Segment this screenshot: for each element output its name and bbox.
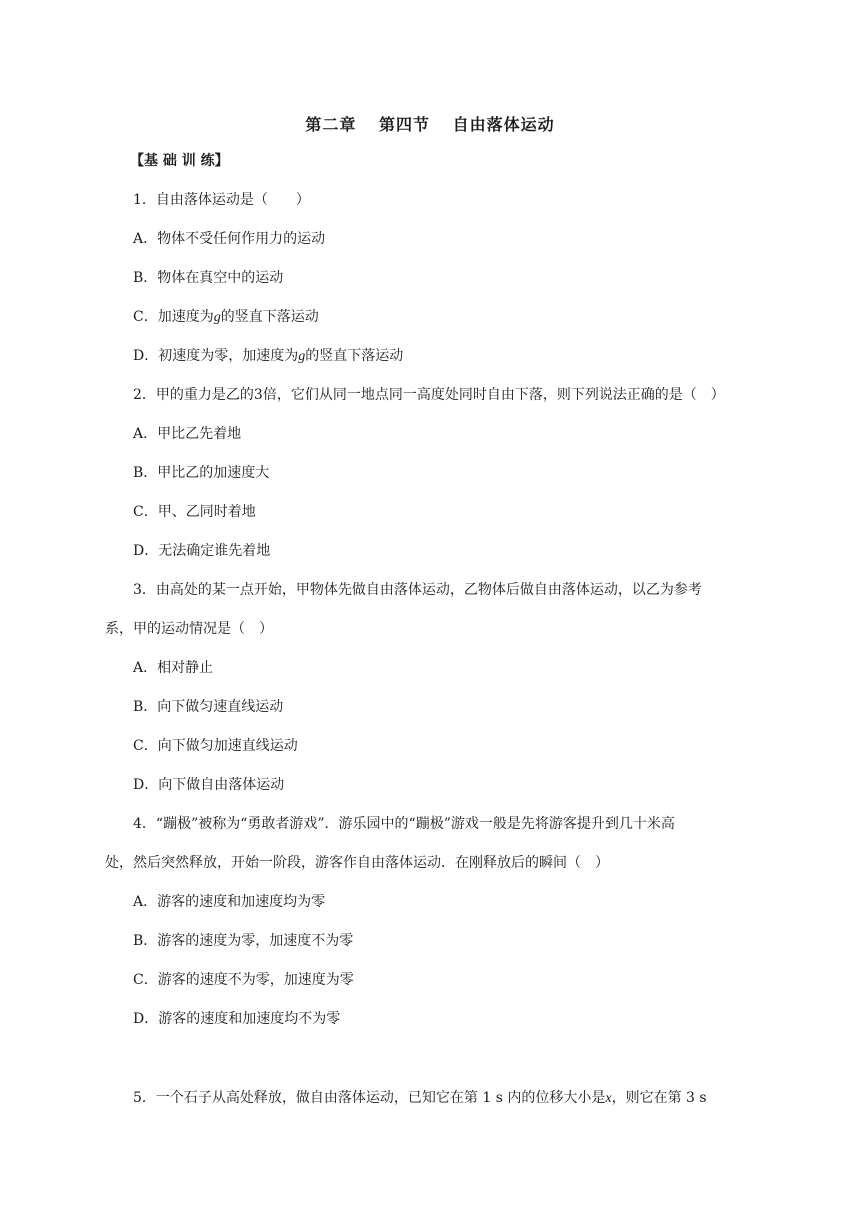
q3-option-d: D．向下做自由落体运动 [133, 777, 285, 793]
q2-option-d: D．无法确定谁先着地 [133, 543, 271, 559]
question-1: 1．自由落体运动是（ ） [133, 192, 310, 208]
q5-text-post: ，则它在第 3 s [611, 1090, 707, 1106]
q2-option-b: B．甲比乙的加速度大 [133, 465, 270, 481]
q5-variable: x [605, 1091, 612, 1106]
q2-option-c: C．甲、乙同时着地 [133, 504, 256, 520]
q1c-text-post: 的竖直下落运动 [220, 309, 319, 325]
question-4-line-2: 处，然后突然释放，开始一阶段，游客作自由落体运动．在刚释放后的瞬间（ ） [105, 855, 609, 871]
question-4-line-1: 4．“蹦极”被称为“勇敢者游戏”．游乐园中的“蹦极”游戏一般是先将游客提升到几十米高 [133, 816, 675, 832]
question-2: 2．甲的重力是乙的3倍，它们从同一地点同一高度处同时自由下落，则下列说法正确的是（ ） [133, 387, 725, 403]
q3-option-a: A．相对静止 [133, 660, 214, 676]
q1d-variable: g [298, 349, 306, 364]
q4-option-a: A．游客的速度和加速度均为零 [133, 894, 326, 910]
q3-option-c: C．向下做匀加速直线运动 [133, 738, 298, 754]
q5-text-pre: 5．一个石子从高处释放，做自由落体运动，已知它在第 1 s 内的位移大小是 [133, 1090, 606, 1106]
q2-option-a: A．甲比乙先着地 [133, 426, 242, 442]
q1c-text-pre: C．加速度为 [133, 309, 214, 325]
title-name: 自由落体运动 [452, 115, 555, 134]
q3-option-b: B．向下做匀速直线运动 [133, 699, 284, 715]
title-chapter: 第二章 [305, 115, 357, 134]
section-label: 【基 础 训 练】 [130, 153, 229, 169]
q1-option-c [133, 307, 319, 328]
q1c-variable: g [213, 310, 221, 325]
question-3-line-2: 系，甲的运动情况是（ ） [105, 621, 273, 637]
q4-option-b: B．游客的速度为零，加速度不为零 [133, 933, 354, 949]
page-title [0, 112, 860, 135]
q1d-text-post: 的竖直下落运动 [305, 348, 404, 364]
title-section: 第四节 [378, 115, 430, 134]
q1-option-a: A．物体不受任何作用力的运动 [133, 231, 326, 247]
q4-option-c: C．游客的速度不为零，加速度为零 [133, 972, 354, 988]
q4-option-d: D．游客的速度和加速度均不为零 [133, 1011, 341, 1027]
question-3-line-1: 3．由高处的某一点开始，甲物体先做自由落体运动，乙物体后做自由落体运动，以乙为参考 [133, 582, 702, 598]
q1-option-b: B．物体在真空中的运动 [133, 270, 284, 286]
q1d-text-pre: D．初速度为零，加速度为 [133, 348, 299, 364]
q1-option-d [133, 346, 403, 367]
question-5-line-1 [133, 1088, 707, 1109]
